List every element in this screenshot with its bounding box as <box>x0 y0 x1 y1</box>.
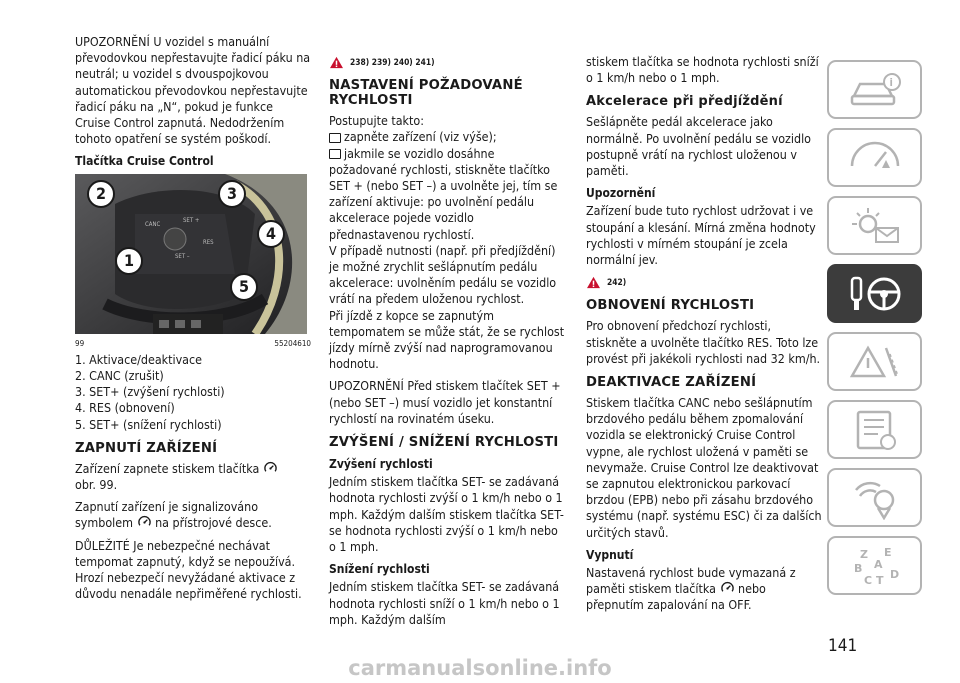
connectivity-icon <box>846 476 904 520</box>
service-list-icon <box>846 408 904 452</box>
list-item: 1. Aktivace/deaktivace <box>75 351 202 367</box>
svg-text:i: i <box>889 75 893 89</box>
column-middle <box>329 52 565 634</box>
tab-service[interactable] <box>827 400 922 459</box>
warning-ref: 242) <box>607 277 627 288</box>
figure-code: 55204610 <box>274 338 311 348</box>
off-text-b: nebo přepnutím zapalování na OFF. <box>586 581 766 613</box>
enable-text-1 <box>75 461 311 493</box>
decrease-text: Jedním stiskem tlačítka SET- se zadávaná hodnota rychlosti sníží o 1 km/h nebo o 1 mph. Každým dalším <box>329 579 560 627</box>
callout-5: 5 <box>230 273 258 301</box>
safety-sun-icon <box>846 204 904 248</box>
tab-starting-driving[interactable] <box>827 264 922 323</box>
buttons-list <box>75 352 311 433</box>
warning-reference <box>329 54 565 70</box>
set-speed-heading: NASTAVENÍ POŽADOVANÉ RYCHLOSTI <box>329 78 523 109</box>
off-text-a: Nastavená rychlost bude vymazaná z paměti stiskem tlačítka <box>586 565 796 597</box>
important-note: DŮLEŽITÉ Je nebezpečné nechávat tempomat zapnutý, když se nepoužívá. Hrozí nebezpečí nevyžádané aktivace z důvodu nenadále nepřiměřené rychlosti. <box>75 537 302 602</box>
index-letters-icon <box>846 544 904 588</box>
buttons-heading: Tlačítka Cruise Control <box>75 154 214 169</box>
callout-4: 4 <box>257 220 285 248</box>
index-letter: T <box>875 573 884 587</box>
warning-reference <box>586 274 822 290</box>
car-info-icon <box>846 68 904 112</box>
resume-text: Pro obnovení předchozí rychlosti, stiskněte a uvolněte tlačítko RES. Toto lze provést při jakékoli rychlosti nad 32 km/h. <box>586 318 821 366</box>
index-letter: C <box>863 573 872 587</box>
warning-triangle-icon <box>329 56 344 69</box>
bullet-box-icon <box>329 149 341 159</box>
off-heading: Vypnutí <box>586 547 634 562</box>
note-text: Zařízení bude tuto rychlost udržovat i ve stoupání a klesání. Mírná změna hodnoty rychlosti v mírném stoupání je zcela normální jev. <box>586 203 816 268</box>
callout-2: 2 <box>87 180 115 208</box>
list-item: 3. SET+ (zvýšení rychlosti) <box>75 384 225 400</box>
tab-emergency[interactable] <box>827 332 922 391</box>
note-heading: Upozornění <box>586 186 656 201</box>
watermark: carmanualsonline.info <box>348 656 612 680</box>
index-letter: B <box>853 561 862 575</box>
index-letter: A <box>873 557 883 571</box>
steering-key-icon <box>846 272 904 316</box>
warning-road-icon <box>846 340 904 384</box>
resume-heading: OBNOVENÍ RYCHLOSTI <box>586 298 755 314</box>
acceleration-text: Sešlápněte pedál akcelerace jako normálně. Po uvolnění pedálu se vozidlo postupně vrátí na rychlost uloženou v paměti. <box>586 114 812 179</box>
figure-number: 99 <box>75 338 85 348</box>
increase-heading: Zvýšení rychlosti <box>329 457 433 472</box>
enable-text-2 <box>75 499 311 531</box>
callout-1: 1 <box>115 247 143 275</box>
tab-index[interactable] <box>827 536 922 595</box>
downhill-paragraph: Při jízdě z kopce se zapnutým tempomatem se může stát, že se rychlost jízdy mírně zvýší nad naprogramovanou hodnotu. <box>329 307 565 372</box>
dashboard-lights-icon <box>846 136 904 180</box>
index-letter: D <box>889 567 899 581</box>
enable-text-2a: Zapnutí zařízení je signalizováno symbolem <box>75 499 259 531</box>
cruise-control-indicator-icon <box>137 515 152 530</box>
deactivation-heading: DEAKTIVACE ZAŘÍZENÍ <box>586 375 757 391</box>
set-plus-label: SET + <box>183 216 200 224</box>
tab-safety[interactable] <box>827 196 922 255</box>
increase-decrease-heading: ZVÝŠENÍ / SNÍŽENÍ RYCHLOSTI <box>329 435 559 451</box>
bullet-item: jakmile se vozidlo dosáhne požadované rychlosti, stiskněte tlačítko SET + (nebo SET –) a uvolněte jej, tím se zařízení aktivuje: po uvolnění pedálu akcelerace pojede vozidlo přednastavenou rychlostí. <box>329 145 558 242</box>
index-letter: Z <box>859 547 868 561</box>
enable-text-1a: Zařízení zapnete stiskem tlačítka <box>75 460 260 476</box>
intro-text: Postupujte takto: <box>329 113 424 129</box>
acceleration-heading: Akcelerace při předjíždění <box>586 94 783 110</box>
cruise-control-icon <box>720 581 735 596</box>
cancel-button-label: CANC <box>145 220 161 228</box>
figure-caption <box>75 336 311 352</box>
res-label: RES <box>203 238 214 246</box>
enable-text-2b: na přístrojové desce. <box>155 515 272 531</box>
tab-connectivity[interactable] <box>827 468 922 527</box>
off-text <box>586 565 822 614</box>
page-number: 141 <box>828 636 858 656</box>
steering-wheel-photo <box>75 174 307 334</box>
set-minus-label: SET – <box>175 252 190 260</box>
decrease-continued: stiskem tlačítka se hodnota rychlosti sníží o 1 km/h nebo o 1 mph. <box>586 54 819 86</box>
increase-text: Jedním stiskem tlačítka SET- se zadávaná hodnota rychlosti zvýší o 1 km/h nebo o 1 mph. Každým dalším stiskem tlačítka SET- se hodnota rychlosti zvýší o 1 km/h nebo o 1 mph. <box>329 474 564 555</box>
warning-refs: 238) 239) 240) 241) <box>350 57 435 67</box>
callout-3: 3 <box>218 180 246 208</box>
tab-car-info[interactable] <box>827 60 922 119</box>
decrease-heading: Snížení rychlosti <box>329 562 430 577</box>
column-right <box>586 54 822 620</box>
manual-gearbox-warning: UPOZORNĚNÍ U vozidel s manuální převodovkou nepřestavujte řadicí páku na neutrál; u vozidel s dvouspojkovou automatickou převodovkou nepřestavujte řadicí páku na „N“, pokud je funkce Cruise Control zapnutá. Nedodržením tohoto opatření se systém poškodí. <box>75 34 311 147</box>
warning-triangle-icon <box>586 276 601 289</box>
overtaking-paragraph: V případě nutnosti (např. při předjíždění) je možné zrychlit sešlápnutím pedálu akcelerace: uvolněním pedálu se vozidlo vrátí na předem uloženou rychlost. <box>329 242 557 307</box>
list-item: 2. CANC (zrušit) <box>75 368 164 384</box>
cruise-control-icon <box>263 461 278 476</box>
bullet-box-icon <box>329 133 341 143</box>
list-item: 5. SET+ (snížení rychlosti) <box>75 416 222 432</box>
enable-text-1b: obr. 99. <box>75 477 118 493</box>
enable-heading: ZAPNUTÍ ZAŘÍZENÍ <box>75 440 218 456</box>
list-item: 4. RES (obnovení) <box>75 400 175 416</box>
tab-dashboard-lights[interactable] <box>827 128 922 187</box>
set-warning-paragraph: UPOZORNĚNÍ Před stiskem tlačítek SET + (nebo SET –) musí vozidlo jet konstantní rychlostí na rovinatém úseku. <box>329 378 561 426</box>
bullet-item: zapněte zařízení (viz výše); <box>329 129 565 145</box>
column-left <box>75 34 311 608</box>
index-letter: E <box>883 545 892 559</box>
deactivation-text: Stiskem tlačítka CANC nebo sešlápnutím brzdového pedálu během zpomalování vozidla se elektronický Cruise Control vypne, ale rychlost uložená v paměti se nevymaže. Cruise Control lze deaktivovat se zapnutou elektronickou parkovací brzdou (EPB) nebo při zásahu brzdového systému (např. systému ESC) či za dalších určitých stavů. <box>586 395 822 540</box>
